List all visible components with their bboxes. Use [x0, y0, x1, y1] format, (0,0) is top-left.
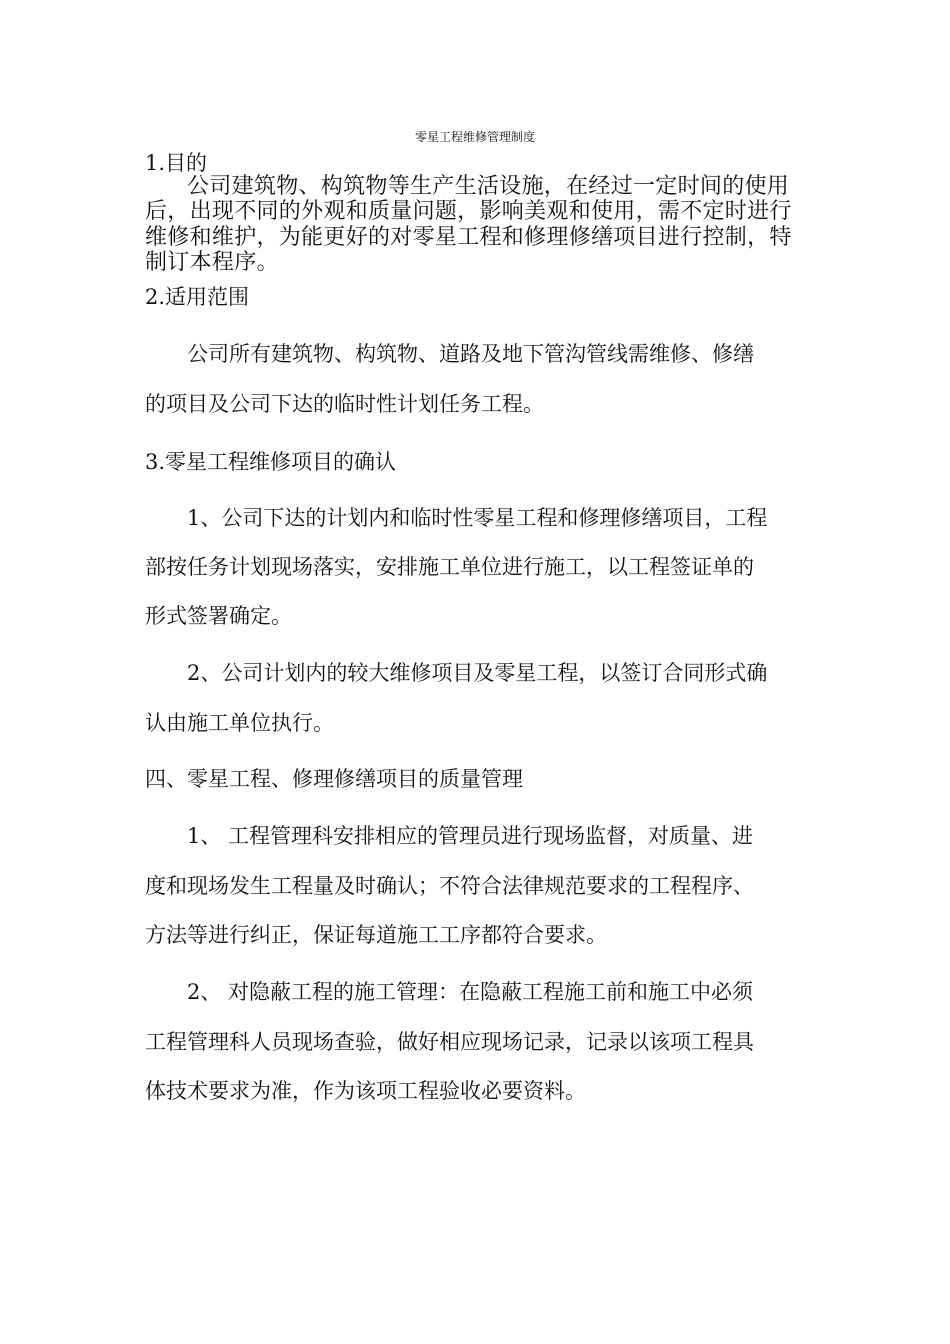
section-2-heading: 2.适用范围 — [145, 285, 250, 309]
section-3-item-1-line: 1、公司下达的计划内和临时性零星工程和修理修缮项目，工程 — [187, 506, 768, 530]
section-1-heading: 1.目的 — [145, 151, 208, 175]
section-1-text-line: 维修和维护，为能更好的对零星工程和修理修缮项目进行控制，特 — [145, 225, 792, 250]
section-3-item-1-line: 部按任务计划现场落实，安排施工单位进行施工，以工程签证单的 — [145, 555, 754, 579]
section-1-text-line: 后，出现不同的外观和质量问题，影响美观和使用，需不定时进行 — [145, 199, 792, 224]
document-title: 零星工程维修管理制度 — [414, 130, 535, 144]
section-3-item-1-line: 形式签署确定。 — [145, 604, 292, 628]
section-3-item-2-line: 2、公司计划内的较大维修项目及零星工程，以签订合同形式确 — [187, 661, 768, 685]
section-2-text-line: 的项目及公司下达的临时性计划任务工程。 — [145, 392, 544, 416]
section-2-text-line: 公司所有建筑物、构筑物、道路及地下管沟管线需维修、修缮 — [187, 342, 754, 366]
section-4-heading: 四、零星工程、修理修缮项目的质量管理 — [145, 767, 523, 791]
section-3-item-2-line: 认由施工单位执行。 — [145, 711, 334, 735]
section-4-item-2-line: 体技术要求为准，作为该项工程验收必要资料。 — [145, 1079, 586, 1103]
section-4-item-2-line: 2、 对隐蔽工程的施工管理：在隐蔽工程施工前和施工中必须 — [187, 980, 754, 1004]
section-4-item-2-line: 工程管理科人员现场查验，做好相应现场记录，记录以该项工程具 — [145, 1030, 754, 1054]
section-4-item-1-line: 1、 工程管理科安排相应的管理员进行现场监督，对质量、进 — [187, 824, 754, 848]
section-1-text-line: 公司建筑物、构筑物等生产生活设施，在经过一定时间的使用 — [187, 174, 790, 199]
section-3-heading: 3.零星工程维修项目的确认 — [145, 450, 397, 474]
section-4-item-1-line: 方法等进行纠正，保证每道施工工序都符合要求。 — [145, 923, 607, 947]
section-1-text-line: 制订本程序。 — [145, 250, 279, 275]
section-4-item-1-line: 度和现场发生工程量及时确认；不符合法律规范要求的工程程序、 — [145, 874, 754, 898]
